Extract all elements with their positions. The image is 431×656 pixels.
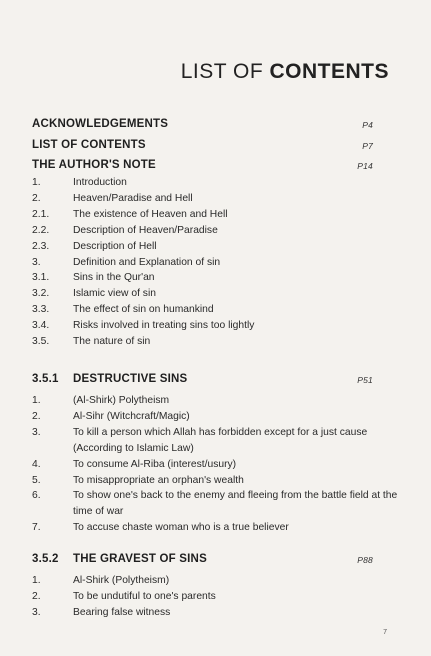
page-title bbox=[181, 60, 389, 84]
list-item bbox=[32, 605, 401, 621]
item-number: 2. bbox=[32, 590, 41, 602]
list-item bbox=[32, 286, 401, 302]
title-light: LIST OF bbox=[180, 60, 270, 83]
item-number: 2.2. bbox=[32, 224, 50, 236]
toc-heading-gravest-of-sins bbox=[32, 553, 373, 569]
list-item bbox=[32, 318, 401, 334]
item-number: 1. bbox=[32, 177, 41, 188]
authors-note-list bbox=[32, 175, 401, 350]
toc-heading-destructive-sins bbox=[32, 373, 373, 389]
section-number: 3.5.1 bbox=[32, 373, 59, 385]
toc-heading-authors-note bbox=[32, 159, 373, 175]
list-item bbox=[32, 409, 401, 425]
list-item bbox=[32, 393, 401, 409]
item-number: 3. bbox=[32, 426, 41, 438]
item-number: 1. bbox=[32, 395, 41, 406]
list-item bbox=[32, 425, 401, 457]
item-text: To misappropriate an orphan's wealth bbox=[73, 474, 244, 486]
list-item bbox=[32, 255, 401, 271]
item-number: 1. bbox=[32, 575, 41, 586]
item-number: 2.1. bbox=[32, 208, 50, 220]
gravest-sins-list bbox=[32, 573, 401, 621]
item-text: Al-Shirk (Polytheism) bbox=[73, 575, 170, 586]
item-text: The existence of Heaven and Hell bbox=[73, 208, 228, 220]
list-item bbox=[32, 302, 401, 318]
item-text: The nature of sin bbox=[73, 336, 151, 348]
item-number: 3.3. bbox=[32, 304, 50, 316]
item-number: 3. bbox=[32, 606, 41, 618]
item-number: 7. bbox=[32, 522, 41, 534]
page-ref: P7 bbox=[362, 141, 373, 151]
item-number: 3.1. bbox=[32, 272, 50, 284]
item-text: Description of Hell bbox=[73, 240, 157, 252]
item-text: To show one's back to the enemy and fleeing from the battle field at the time of war bbox=[73, 490, 398, 518]
item-number: 2. bbox=[32, 192, 41, 204]
list-item bbox=[32, 457, 401, 473]
heading-label: DESTRUCTIVE SINS bbox=[73, 373, 188, 385]
item-text: Risks involved in treating sins too lightly bbox=[73, 320, 255, 332]
item-text: Islamic view of sin bbox=[73, 288, 156, 300]
page-ref: P88 bbox=[357, 555, 373, 565]
item-text: Al-Sihr (Witchcraft/Magic) bbox=[73, 410, 190, 422]
item-text: Sins in the Qur'an bbox=[73, 272, 155, 284]
item-number: 6. bbox=[32, 490, 41, 502]
list-item bbox=[32, 191, 401, 207]
section-number: 3.5.2 bbox=[32, 553, 59, 565]
heading-label: THE GRAVEST OF SINS bbox=[73, 553, 207, 565]
item-number: 3.4. bbox=[32, 320, 50, 332]
page-number: 7 bbox=[383, 629, 387, 636]
list-item bbox=[32, 223, 401, 239]
heading-label: ACKNOWLEDGEMENTS bbox=[32, 118, 169, 130]
list-item bbox=[32, 175, 401, 191]
list-item bbox=[32, 270, 401, 286]
item-text: Heaven/Paradise and Hell bbox=[73, 192, 193, 204]
list-item bbox=[32, 488, 401, 520]
item-text: Bearing false witness bbox=[73, 606, 171, 618]
toc-heading-list-of-contents bbox=[32, 139, 373, 155]
title-bold: CONTENTS bbox=[269, 60, 389, 83]
list-item bbox=[32, 239, 401, 255]
item-number: 2. bbox=[32, 410, 41, 422]
item-text: Definition and Explanation of sin bbox=[73, 256, 221, 268]
item-number: 3.2. bbox=[32, 288, 50, 300]
item-text: To be undutiful to one's parents bbox=[73, 590, 216, 602]
item-text: (Al-Shirk) Polytheism bbox=[73, 395, 170, 406]
item-text: To accuse chaste woman who is a true believer bbox=[73, 522, 289, 534]
item-text: To kill a person which Allah has forbidden except for a just cause (According to Islamic Law) bbox=[73, 426, 368, 454]
list-item bbox=[32, 573, 401, 589]
item-number: 3.5. bbox=[32, 336, 50, 348]
page-ref: P14 bbox=[357, 161, 373, 171]
item-text: The effect of sin on humankind bbox=[73, 304, 214, 316]
item-text: Description of Heaven/Paradise bbox=[73, 224, 218, 236]
destructive-sins-list bbox=[32, 393, 401, 536]
list-item bbox=[32, 589, 401, 605]
page-ref: P4 bbox=[362, 120, 373, 130]
page-ref: P51 bbox=[357, 375, 373, 385]
list-item bbox=[32, 207, 401, 223]
item-text: To consume Al-Riba (interest/usury) bbox=[73, 458, 237, 470]
item-number: 3. bbox=[32, 256, 41, 268]
heading-label: THE AUTHOR'S NOTE bbox=[32, 159, 156, 171]
item-number: 2.3. bbox=[32, 240, 50, 252]
list-item bbox=[32, 473, 401, 489]
item-text: Introduction bbox=[73, 177, 127, 188]
list-item bbox=[32, 334, 401, 350]
item-number: 4. bbox=[32, 458, 41, 470]
item-number: 5. bbox=[32, 474, 41, 486]
toc-heading-acknowledgements bbox=[32, 118, 373, 134]
heading-label: LIST OF CONTENTS bbox=[32, 139, 146, 151]
list-item bbox=[32, 520, 401, 536]
